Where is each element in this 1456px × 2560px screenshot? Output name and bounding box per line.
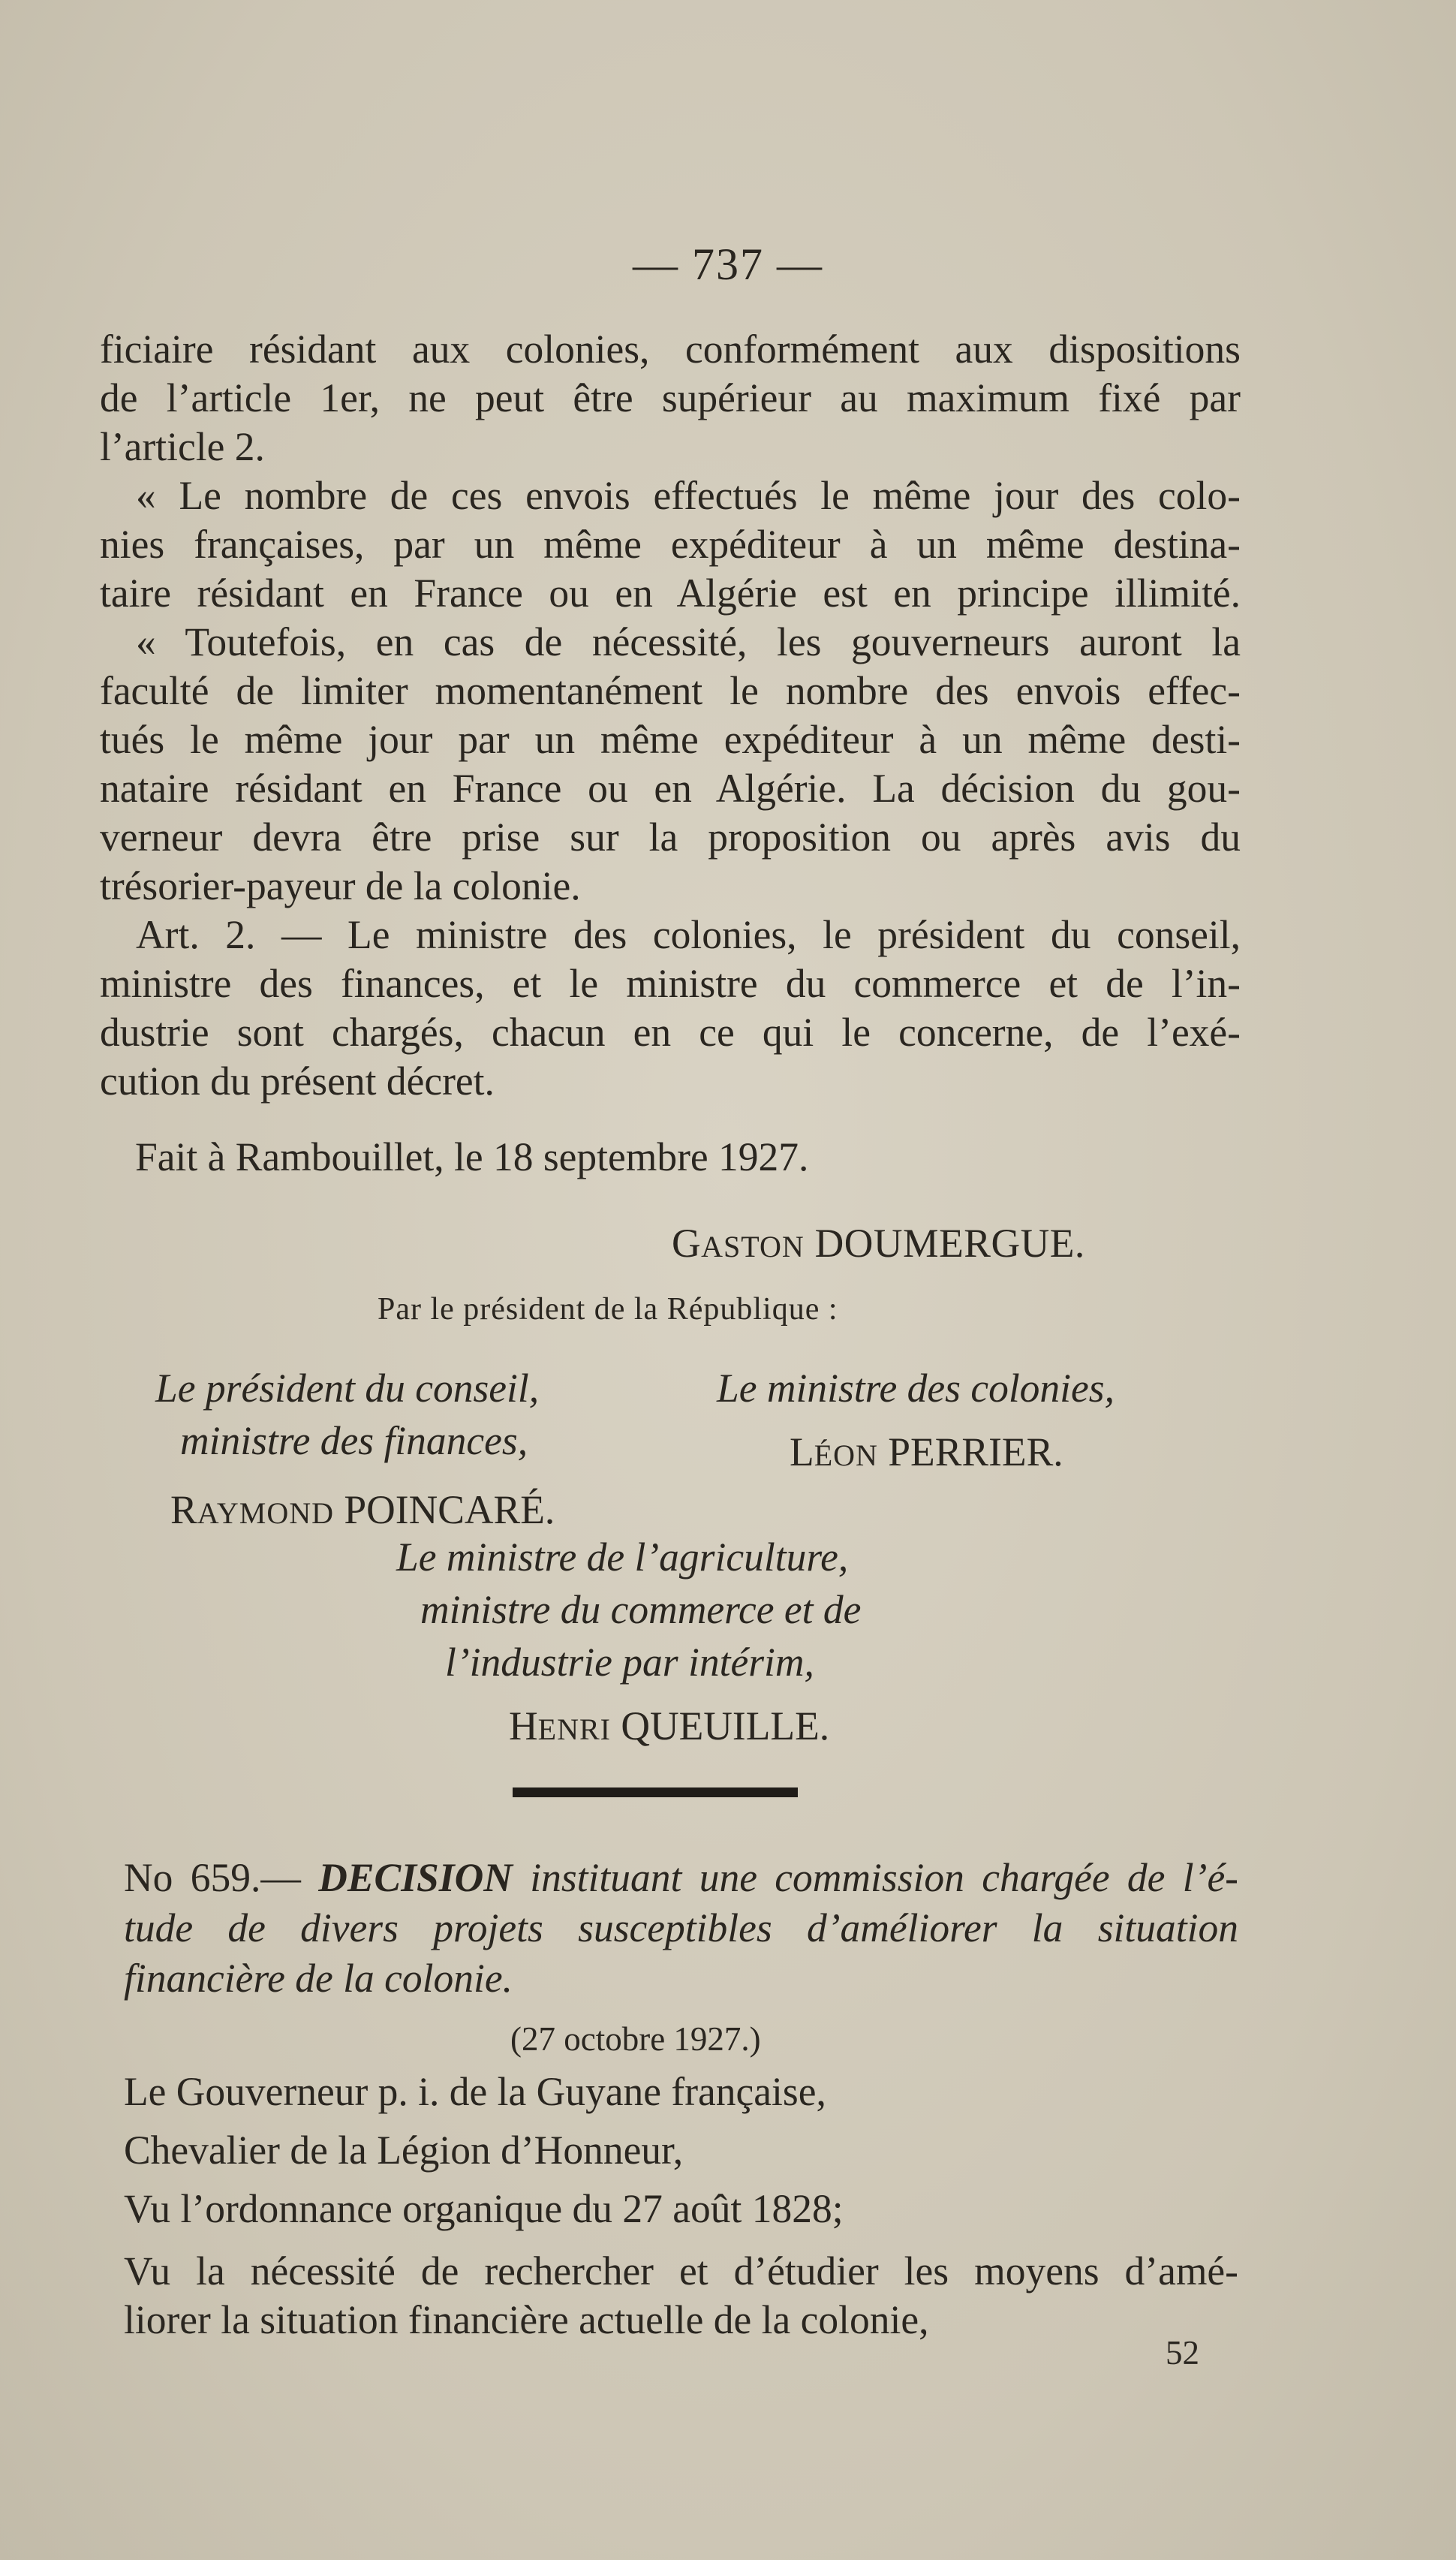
paragraph-envois xyxy=(100,471,1241,618)
decision-number: No 659.— xyxy=(124,1855,301,1900)
text-line: dustrie sont chargés, chacun en ce qui le concerne, de l’exé- xyxy=(100,1010,1241,1055)
text-line: « Toutefois, en cas de nécessité, les gouverneurs auront la xyxy=(136,619,1241,664)
signature-right-title: Le ministre des colonies, xyxy=(717,1366,1115,1411)
paragraph-continuation xyxy=(100,325,1241,471)
page-number: — 737 — xyxy=(633,239,823,289)
place-date-line: Fait à Rambouillet, le 18 septembre 1927. xyxy=(135,1134,809,1179)
text-line: liorer la situation financière actuelle de la colonie, xyxy=(124,2297,929,2342)
sheet-number: 52 xyxy=(1166,2334,1199,2372)
text-line: cution du présent décret. xyxy=(100,1059,495,1104)
paragraph-article-2 xyxy=(100,911,1241,1106)
decision-line: Vu l’ordonnance organique du 27 août 1828; xyxy=(124,2186,844,2231)
signature-center-title: l’industrie par intérim, xyxy=(445,1640,814,1685)
signature-left-name: RAYMOND POINCARÉ. xyxy=(170,1487,555,1532)
signature-center-title: ministre du commerce et de xyxy=(420,1587,862,1632)
decision-line: Le Gouverneur p. i. de la Guyane française, xyxy=(124,2069,826,2114)
signature-center-title: Le ministre de l’agriculture, xyxy=(396,1534,849,1580)
decision-heading: No 659.— DECISION instituant une commission chargée de l’é- tude de divers projets susceptibles d’améliorer la situation financière de la colonie. xyxy=(124,1853,1238,2004)
text-line: « Le nombre de ces envois effectués le même jour des colo- xyxy=(136,473,1241,518)
signature-president: GASTON DOUMERGUE. xyxy=(672,1221,1085,1266)
text-line: nies françaises, par un même expéditeur à un même destina- xyxy=(100,522,1241,567)
signature-right-name: LÉON PERRIER. xyxy=(790,1429,1063,1474)
decision-title-line: financière de la colonie. xyxy=(124,1956,513,2001)
decision-kind: DECISION xyxy=(318,1855,513,1900)
decision-title-line: tude de divers projets susceptibles d’améliorer la situation xyxy=(124,1905,1238,1950)
text-line: trésorier-payeur de la colonie. xyxy=(100,863,581,908)
decision-line: Chevalier de la Légion d’Honneur, xyxy=(124,2128,684,2173)
decision-date: (27 octobre 1927.) xyxy=(510,2020,761,2058)
paragraph-toutefois xyxy=(100,618,1241,911)
text-line: ministre des finances, et le ministre du commerce et de l’in- xyxy=(100,961,1241,1006)
signature-center-name: HENRI QUEUILLE. xyxy=(509,1703,830,1748)
text-line: nataire résidant en France ou en Algérie. La décision du gou- xyxy=(100,766,1241,811)
text-line: tués le même jour par un même expéditeur à un même desti- xyxy=(100,717,1241,762)
text-line: Art. 2. — Le ministre des colonies, le président du conseil, xyxy=(136,912,1241,957)
signature-left-title: ministre des finances, xyxy=(180,1418,528,1463)
text-line: taire résidant en France ou en Algérie est en principe illimité. xyxy=(100,571,1241,616)
text-line: l’article 2. xyxy=(100,424,265,469)
decision-considerant xyxy=(124,2247,1238,2345)
text-line: faculté de limiter momentanément le nombre des envois effec- xyxy=(100,668,1241,713)
text-line: verneur devra être prise sur la proposition ou après avis du xyxy=(100,815,1241,860)
signature-left-title: Le président du conseil, xyxy=(155,1366,540,1411)
separator-rule xyxy=(513,1787,798,1797)
text-line: Vu la nécessité de rechercher et d’étudier les moyens d’amé- xyxy=(124,2248,1238,2293)
text-line: ficiaire résidant aux colonies, conformément aux dispositions xyxy=(100,327,1241,372)
text-line: de l’article 1er, ne peut être supérieur au maximum fixé par xyxy=(100,375,1241,420)
par-le-president: Par le président de la République : xyxy=(378,1292,838,1327)
